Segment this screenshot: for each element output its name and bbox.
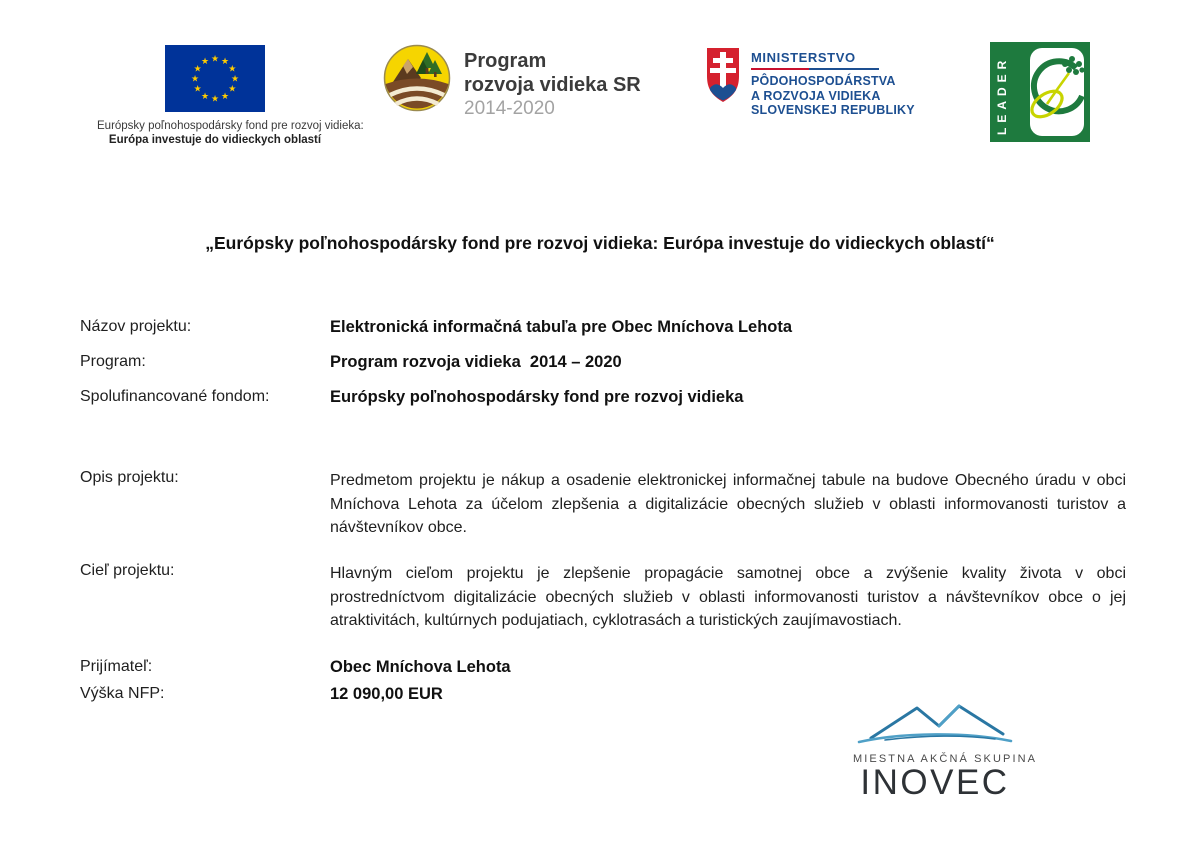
- prv-years: 2014-2020: [464, 98, 555, 119]
- field-row-opis: [80, 469, 1126, 540]
- ministry-line2: PÔDOHOSPODÁRSTVA: [751, 74, 896, 88]
- field-row-ciel: [80, 562, 1126, 633]
- field-value: Hlavným cieľom projektu je zlepšenie propagácie samotnej obce a zvýšenie kvality života v obci prostredníctvom digitalizácie obecných služieb v oblasti informovanosti turistov a návštevníkov obce o jej atraktivitách, kultúrnych podujatiach, cyklotrasách a turistických zaujímavostiach.: [330, 565, 1126, 629]
- field-label: Spolufinancované fondom:: [80, 388, 270, 405]
- field-value: Program rozvoja vidieka 2014 – 2020: [330, 353, 622, 371]
- svg-text:★: ★: [210, 94, 220, 105]
- field-value: 12 090,00 EUR: [330, 685, 443, 703]
- svg-text:★: ★: [228, 64, 237, 75]
- leader-logo: [990, 42, 1090, 147]
- svg-text:★: ★: [193, 84, 202, 95]
- field-row-nazov: [80, 318, 1126, 337]
- svg-text:★: ★: [228, 84, 237, 95]
- prv-title-line2: rozvoja vidieka SR: [464, 74, 641, 96]
- leader-text: LEADER: [995, 55, 1009, 135]
- field-label: Cieľ projektu:: [80, 562, 175, 579]
- svg-text:★: ★: [200, 91, 210, 102]
- ministry-divider: [751, 68, 879, 70]
- prv-program-logo-block: [383, 44, 641, 121]
- inovec-subtitle: MIESTNA AKČNÁ SKUPINA: [853, 753, 1038, 765]
- svg-text:★: ★: [193, 64, 202, 75]
- field-label: Názov projektu:: [80, 318, 192, 335]
- prv-title-line1: Program: [464, 50, 547, 72]
- eu-fund-logo-block: [97, 45, 364, 146]
- inovec-logo-block: [853, 700, 1038, 803]
- svg-text:★: ★: [200, 57, 210, 68]
- svg-text:★: ★: [190, 74, 200, 85]
- prv-countryside-icon: [383, 44, 451, 117]
- field-label: Výška NFP:: [80, 685, 165, 702]
- field-label: Opis projektu:: [80, 469, 179, 486]
- ministry-line4: SLOVENSKEJ REPUBLIKY: [751, 103, 915, 117]
- eu-flag-icon: [165, 45, 265, 117]
- svg-text:★: ★: [220, 91, 230, 102]
- ministry-line3: A ROZVOJA VIDIEKA: [751, 88, 881, 103]
- svg-text:★: ★: [210, 54, 220, 65]
- field-row-prijimatel: [80, 658, 1126, 677]
- field-row-fond: [80, 388, 1126, 407]
- ministry-logo-block: [705, 46, 915, 118]
- ministry-line1: MINISTERSTVO: [751, 50, 856, 65]
- inovec-title: INOVEC: [860, 763, 1010, 802]
- field-label: Program:: [80, 353, 146, 370]
- document-heading: „Európsky poľnohospodársky fond pre rozvoj vidieka: Európa investuje do vidieckych oblastí“: [205, 233, 995, 253]
- inovec-mountains-icon: [855, 733, 1015, 750]
- field-value: Elektronická informačná tabuľa pre Obec Mníchova Lehota: [330, 318, 793, 336]
- svg-text:★: ★: [220, 57, 230, 68]
- field-row-program: [80, 353, 1126, 372]
- field-value: Obec Mníchova Lehota: [330, 658, 511, 676]
- eu-caption-line2: Európa investuje do vidieckych oblastí: [108, 134, 322, 146]
- field-value: Predmetom projektu je nákup a osadenie elektronickej informačnej tabule na budove Obecného úradu v obci Mníchova Lehota za účelom zlepšenia a digitalizácie obecných služieb v oblasti informovanosti turistov a návštevníkov obce.: [330, 472, 1126, 536]
- eu-caption-line1: Európsky poľnohospodársky fond pre rozvoj vidieka:: [97, 120, 364, 132]
- field-value: Európsky poľnohospodársky fond pre rozvoj vidieka: [330, 388, 744, 406]
- svg-text:★: ★: [230, 74, 240, 85]
- slovak-coat-of-arms-icon: [705, 46, 741, 109]
- field-label: Prijímateľ:: [80, 658, 153, 675]
